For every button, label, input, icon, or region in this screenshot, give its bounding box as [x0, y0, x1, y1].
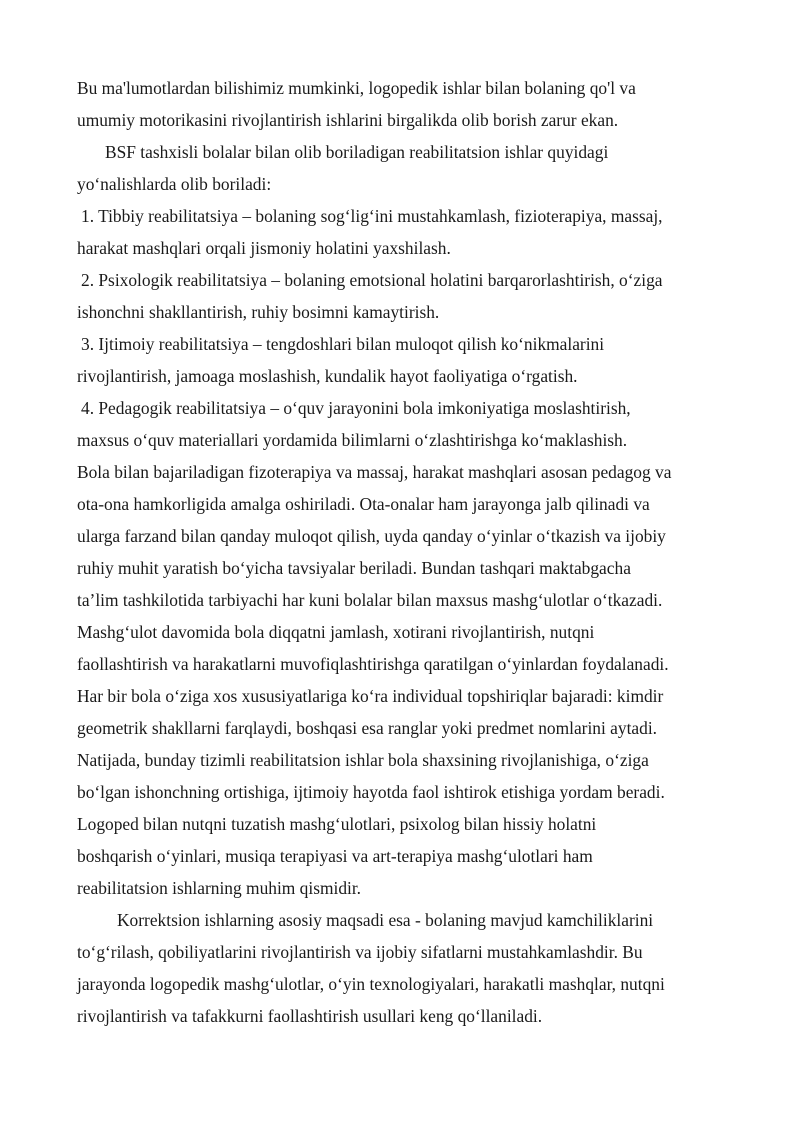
list-item-4-line: 4. Pedagogik reabilitatsiya – oʻquv jarayonini bola imkoniyatiga moslashtirish, — [81, 398, 631, 418]
paragraph-start-line: BSF tashxisli bolalar bilan olib boriladigan reabilitatsion ishlar quyidagi — [105, 142, 609, 162]
text-line: Har bir bola oʻziga xos xususiyatlariga koʻra individual topshiriqlar bajaradi: kimdir — [77, 686, 664, 706]
text-line: taʼlim tashkilotida tarbiyachi har kuni bolalar bilan maxsus mashgʻulotlar oʻtkazadi. — [77, 590, 663, 610]
text-line: harakat mashqlari orqali jismoniy holatini yaxshilash. — [77, 238, 451, 258]
text-line: Bu ma'lumotlardan bilishimiz mumkinki, logopedik ishlar bilan bolaning qo'l va — [77, 78, 636, 98]
text-line: Natijada, bunday tizimli reabilitatsion ishlar bola shaxsining rivojlanishiga, oʻziga — [77, 750, 649, 770]
text-line: rivojlantirish, jamoaga moslashish, kundalik hayot faoliyatiga oʻrgatish. — [77, 366, 578, 386]
text-line: toʻgʻrilash, qobiliyatlarini rivojlantirish va ijobiy sifatlarni mustahkamlashdir. Bu — [77, 942, 643, 962]
text-line: Bola bilan bajariladigan fizoterapiya va massaj, harakat mashqlari asosan pedagog va — [77, 462, 672, 482]
text-line: yoʻnalishlarda olib boriladi: — [77, 174, 272, 194]
text-line: boʻlgan ishonchning ortishiga, ijtimoiy hayotda faol ishtirok etishiga yordam beradi. — [77, 782, 665, 802]
list-item-1-line: 1. Tibbiy reabilitatsiya – bolaning sogʻligʻini mustahkamlash, fizioterapiya, massaj, — [81, 206, 663, 226]
text-line: boshqarish oʻyinlari, musiqa terapiyasi va art-terapiya mashgʻulotlari ham — [77, 846, 593, 866]
text-line: jarayonda logopedik mashgʻulotlar, oʻyin texnologiyalari, harakatli mashqlar, nutqni — [77, 974, 665, 994]
text-line: ruhiy muhit yaratish boʻyicha tavsiyalar beriladi. Bundan tashqari maktabgacha — [77, 558, 631, 578]
text-line: ularga farzand bilan qanday muloqot qilish, uyda qanday oʻyinlar oʻtkazish va ijobiy — [77, 526, 666, 546]
text-line: Logoped bilan nutqni tuzatish mashgʻulotlari, psixolog bilan hissiy holatni — [77, 814, 597, 834]
text-line: geometrik shakllarni farqlaydi, boshqasi esa ranglar yoki predmet nomlarini aytadi. — [77, 718, 657, 738]
text-line: Mashgʻulot davomida bola diqqatni jamlash, xotirani rivojlantirish, nutqni — [77, 622, 595, 642]
text-line: ota-ona hamkorligida amalga oshiriladi. Ota-onalar ham jarayonga jalb qilinadi va — [77, 494, 650, 514]
text-line: reabilitatsion ishlarning muhim qismidir. — [77, 878, 362, 898]
list-item-2-line: 2. Psixologik reabilitatsiya – bolaning emotsional holatini barqarorlashtirish, oʻziga — [81, 270, 663, 290]
text-line: ishonchni shakllantirish, ruhiy bosimni kamaytirish. — [77, 302, 440, 322]
text-line: faollashtirish va harakatlarni muvofiqlashtirishga qaratilgan oʻyinlardan foydalanadi. — [77, 654, 669, 674]
paragraph-start-line: Korrektsion ishlarning asosiy maqsadi esa - bolaning mavjud kamchiliklarini — [117, 910, 654, 930]
text-line: maxsus oʻquv materiallari yordamida bilimlarni oʻzlashtirishga koʻmaklashish. — [77, 430, 628, 450]
text-line: rivojlantirish va tafakkurni faollashtirish usullari keng qoʻllaniladi. — [77, 1006, 543, 1026]
list-item-3-line: 3. Ijtimoiy reabilitatsiya – tengdoshlari bilan muloqot qilish koʻnikmalarini — [81, 334, 605, 354]
text-line: umumiy motorikasini rivojlantirish ishlarini birgalikda olib borish zarur ekan. — [77, 110, 619, 130]
